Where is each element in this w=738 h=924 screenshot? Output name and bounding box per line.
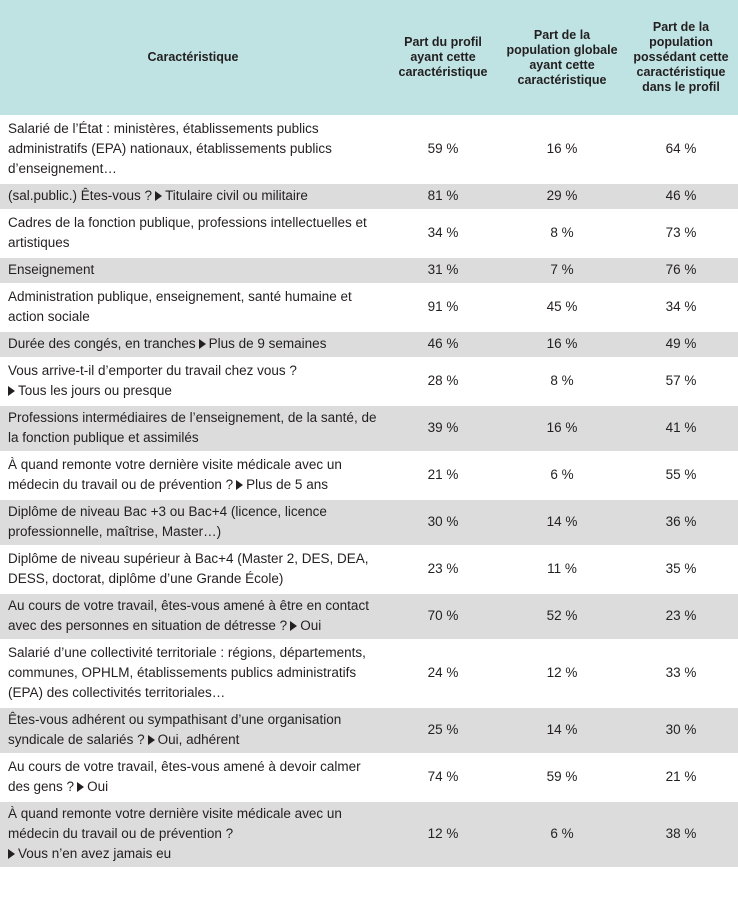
population-in-profile-cell: 76 %: [624, 257, 738, 284]
table-row: [0, 593, 738, 640]
header-population-in-profile: Part de la population possédant cette caractéristique dans le profil: [624, 0, 738, 116]
characteristic-text: Durée des congés, en tranches: [8, 336, 196, 351]
population-in-profile-cell: 49 %: [624, 331, 738, 358]
population-share-cell: 8 %: [500, 210, 624, 257]
characteristic-text: Au cours de votre travail, êtes-vous amené à devoir calmer des gens ?: [8, 759, 361, 794]
answer-text: Vous n’en avez jamais eu: [18, 846, 172, 861]
table-row: [0, 546, 738, 593]
profile-share-cell: 21 %: [386, 452, 500, 499]
characteristic-text: Diplôme de niveau supérieur à Bac+4 (Master 2, DES, DEA, DESS, doctorat, diplôme d’une Grande École): [8, 551, 369, 586]
characteristic-cell: [0, 593, 386, 640]
characteristic-text: Vous arrive-t-il d’emporter du travail chez vous ?: [8, 363, 297, 378]
characteristic-text: À quand remonte votre dernière visite médicale avec un médecin du travail ou de prévention ?: [8, 457, 342, 492]
population-in-profile-cell: 23 %: [624, 593, 738, 640]
characteristic-cell: [0, 546, 386, 593]
table-body: [0, 116, 738, 868]
population-share-cell: 6 %: [500, 452, 624, 499]
characteristic-cell: [0, 640, 386, 707]
characteristic-text: (sal.public.) Êtes-vous ?: [8, 188, 153, 203]
profile-share-cell: 34 %: [386, 210, 500, 257]
population-share-cell: 14 %: [500, 499, 624, 546]
table-row: [0, 257, 738, 284]
header-characteristic: Caractéristique: [0, 0, 386, 116]
table-row: [0, 116, 738, 183]
header-population-share: Part de la population globale ayant cette caractéristique: [500, 0, 624, 116]
characteristic-cell: [0, 183, 386, 210]
population-in-profile-cell: 33 %: [624, 640, 738, 707]
profile-share-cell: 39 %: [386, 405, 500, 452]
answer-text: Oui: [300, 618, 322, 633]
characteristic-text: Diplôme de niveau Bac +3 ou Bac+4 (licence, licence professionnelle, maîtrise, Master…): [8, 504, 327, 539]
table-row: [0, 499, 738, 546]
population-in-profile-cell: 64 %: [624, 116, 738, 183]
triangle-right-icon: [77, 782, 84, 792]
triangle-right-icon: [8, 386, 15, 396]
characteristic-cell: [0, 116, 386, 183]
triangle-right-icon: [8, 849, 15, 859]
population-in-profile-cell: 35 %: [624, 546, 738, 593]
characteristic-cell: [0, 754, 386, 801]
population-in-profile-cell: 55 %: [624, 452, 738, 499]
population-share-cell: 29 %: [500, 183, 624, 210]
characteristic-cell: [0, 499, 386, 546]
characteristic-text: Êtes-vous adhérent ou sympathisant d’une organisation syndicale de salariés ?: [8, 712, 342, 747]
population-in-profile-cell: 34 %: [624, 284, 738, 331]
answer-text: Plus de 5 ans: [246, 477, 328, 492]
population-in-profile-cell: 30 %: [624, 707, 738, 754]
profile-share-cell: 59 %: [386, 116, 500, 183]
table-row: [0, 210, 738, 257]
characteristic-text: Salarié d’une collectivité territoriale : régions, départements, communes, OPHLM, établissements publics administratifs (EPA) des collectivités territoriales…: [8, 645, 366, 700]
characteristic-cell: [0, 452, 386, 499]
triangle-right-icon: [148, 735, 155, 745]
population-share-cell: 45 %: [500, 284, 624, 331]
population-share-cell: 7 %: [500, 257, 624, 284]
population-share-cell: 16 %: [500, 331, 624, 358]
profile-share-cell: 46 %: [386, 331, 500, 358]
answer-text: Oui: [87, 779, 109, 794]
table-row: [0, 284, 738, 331]
triangle-right-icon: [290, 621, 297, 631]
characteristic-cell: [0, 331, 386, 358]
table-row: [0, 754, 738, 801]
triangle-right-icon: [236, 480, 243, 490]
characteristic-cell: [0, 257, 386, 284]
table-row: [0, 405, 738, 452]
table-row: [0, 640, 738, 707]
population-share-cell: 16 %: [500, 116, 624, 183]
population-in-profile-cell: 41 %: [624, 405, 738, 452]
profile-share-cell: 28 %: [386, 358, 500, 405]
table-row: [0, 358, 738, 405]
population-share-cell: 52 %: [500, 593, 624, 640]
characteristic-text: Cadres de la fonction publique, professions intellectuelles et artistiques: [8, 215, 367, 250]
characteristic-text: Au cours de votre travail, êtes-vous amené à être en contact avec des personnes en situation de détresse ?: [8, 598, 369, 633]
profile-share-cell: 24 %: [386, 640, 500, 707]
profile-share-cell: 25 %: [386, 707, 500, 754]
characteristic-cell: [0, 284, 386, 331]
population-in-profile-cell: 57 %: [624, 358, 738, 405]
characteristic-cell: [0, 210, 386, 257]
population-in-profile-cell: 46 %: [624, 183, 738, 210]
population-share-cell: 6 %: [500, 801, 624, 868]
characteristic-text: Professions intermédiaires de l’enseignement, de la santé, de la fonction publique et assimilés: [8, 410, 377, 445]
profile-share-cell: 81 %: [386, 183, 500, 210]
population-in-profile-cell: 21 %: [624, 754, 738, 801]
profile-share-cell: 23 %: [386, 546, 500, 593]
characteristic-text: À quand remonte votre dernière visite médicale avec un médecin du travail ou de prévention ?: [8, 806, 342, 841]
population-share-cell: 11 %: [500, 546, 624, 593]
answer-text: Oui, adhérent: [157, 732, 240, 747]
table-row: [0, 331, 738, 358]
population-share-cell: 59 %: [500, 754, 624, 801]
header-profile-share: Part du profil ayant cette caractéristique: [386, 0, 500, 116]
characteristic-cell: [0, 707, 386, 754]
profile-share-cell: 70 %: [386, 593, 500, 640]
profile-share-cell: 74 %: [386, 754, 500, 801]
profile-share-cell: 91 %: [386, 284, 500, 331]
header-row: [0, 0, 738, 116]
characteristic-cell: [0, 801, 386, 868]
characteristic-cell: [0, 358, 386, 405]
characteristic-cell: [0, 405, 386, 452]
profile-share-cell: 31 %: [386, 257, 500, 284]
table-row: [0, 707, 738, 754]
table-row: [0, 183, 738, 210]
profile-share-cell: 12 %: [386, 801, 500, 868]
population-in-profile-cell: 38 %: [624, 801, 738, 868]
population-in-profile-cell: 36 %: [624, 499, 738, 546]
characteristic-text: Salarié de l’État : ministères, établissements publics administratifs (EPA) nationaux, établissements publics d’enseignement…: [8, 121, 332, 176]
triangle-right-icon: [155, 191, 162, 201]
population-share-cell: 12 %: [500, 640, 624, 707]
answer-text: Tous les jours ou presque: [18, 383, 172, 398]
table-row: [0, 452, 738, 499]
answer-text: Titulaire civil ou militaire: [165, 188, 308, 203]
population-share-cell: 14 %: [500, 707, 624, 754]
population-share-cell: 16 %: [500, 405, 624, 452]
answer-text: Plus de 9 semaines: [208, 336, 327, 351]
population-in-profile-cell: 73 %: [624, 210, 738, 257]
characteristic-text: Enseignement: [8, 262, 95, 277]
table-row: [0, 801, 738, 868]
triangle-right-icon: [199, 339, 206, 349]
population-share-cell: 8 %: [500, 358, 624, 405]
profile-share-cell: 30 %: [386, 499, 500, 546]
characteristic-text: Administration publique, enseignement, santé humaine et action sociale: [8, 289, 352, 324]
